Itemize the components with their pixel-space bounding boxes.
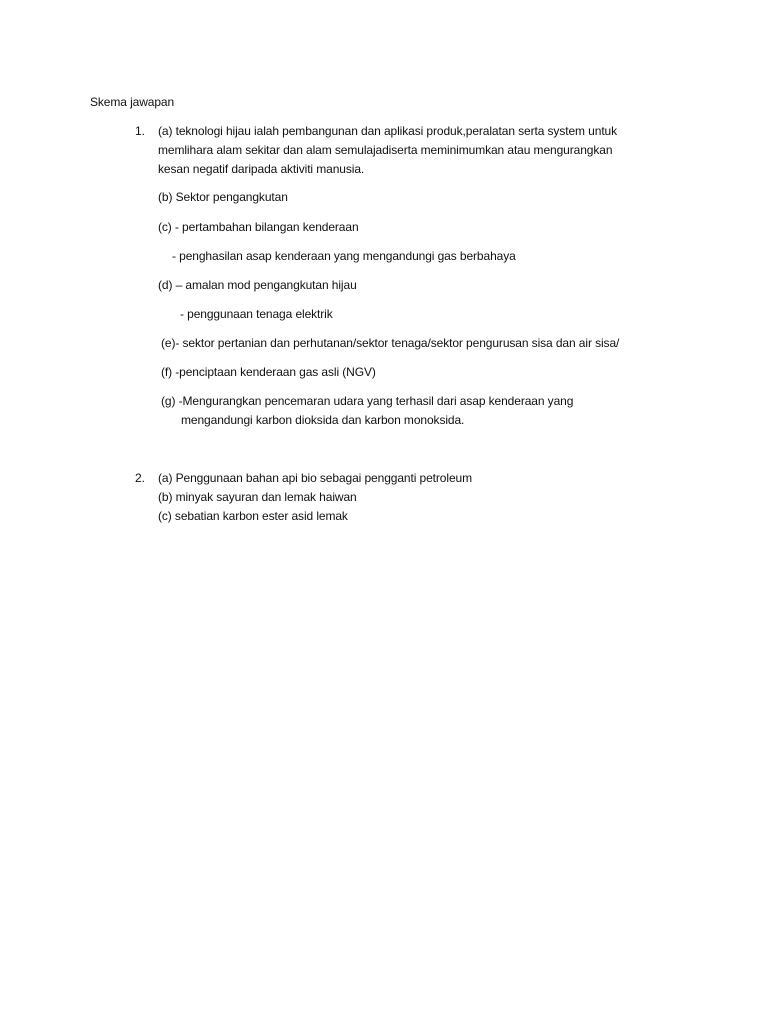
q2-a: (a) Penggunaan bahan api bio sebagai pengganti petroleum [158,471,472,485]
q1-d-line-2: - penggunaan tenaga elektrik [180,307,333,321]
q1-g-line-1: (g) -Mengurangkan pencemaran udara yang terhasil dari asap kenderaan yang [161,394,574,408]
q1-g-line-2: mengandungi karbon dioksida dan karbon monoksida. [181,413,465,427]
question-1-number: 1. [135,124,145,138]
q1-c-line-1: (c) - pertambahan bilangan kenderaan [158,220,359,234]
q2-b: (b) minyak sayuran dan lemak haiwan [158,490,357,504]
q1-a-line-2: memlihara alam sekitar dan alam semulajadiserta meminimumkan atau mengurangkan [158,143,613,157]
heading: Skema jawapan [90,95,175,109]
q1-c-line-2: - penghasilan asap kenderaan yang mengandungi gas berbahaya [172,249,516,263]
q1-d-line-1: (d) – amalan mod pengangkutan hijau [158,278,357,292]
q1-b: (b) Sektor pengangkutan [158,190,288,204]
q1-a-line-3: kesan negatif daripada aktiviti manusia. [158,162,365,176]
q1-f: (f) -penciptaan kenderaan gas asli (NGV) [161,365,376,379]
q1-a-line-1: (a) teknologi hijau ialah pembangunan dan aplikasi produk,peralatan serta system untuk [158,124,618,138]
question-2-number: 2. [135,471,145,485]
q2-c: (c) sebatian karbon ester asid lemak [158,509,348,523]
q1-e: (e)- sektor pertanian dan perhutanan/sektor tenaga/sektor pengurusan sisa dan air sisa/ [161,336,620,350]
